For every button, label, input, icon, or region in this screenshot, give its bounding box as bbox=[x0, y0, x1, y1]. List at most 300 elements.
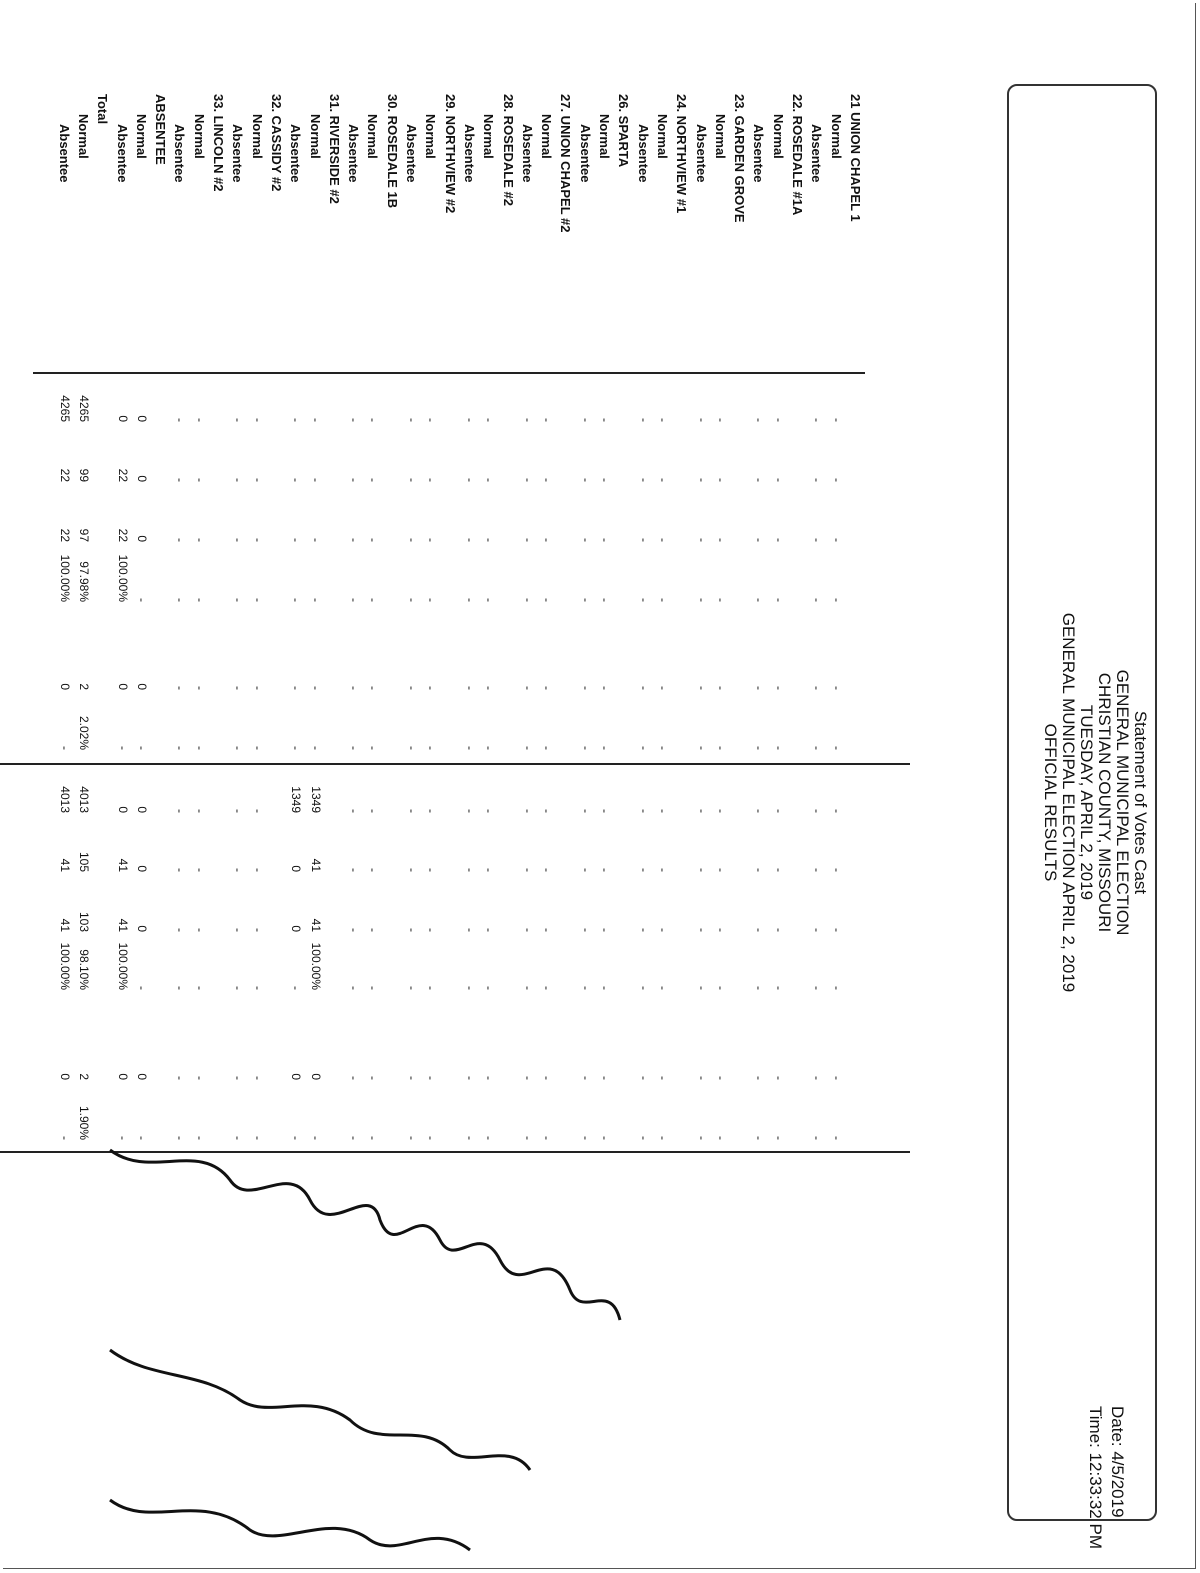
row-label: Absentee bbox=[751, 124, 767, 183]
table-cell: - bbox=[752, 418, 767, 422]
table-cell: - bbox=[308, 478, 323, 482]
table-cell: - bbox=[482, 478, 497, 482]
table-cell: 0 bbox=[134, 806, 149, 813]
table-cell: - bbox=[810, 986, 825, 990]
table-cell: 0 bbox=[115, 1073, 130, 1080]
table-cell: - bbox=[173, 1076, 188, 1080]
table-cell: - bbox=[250, 1076, 265, 1080]
table-cell: - bbox=[598, 478, 613, 482]
table-cell: - bbox=[482, 686, 497, 690]
table-cell: - bbox=[578, 809, 593, 813]
table-cell: - bbox=[250, 928, 265, 932]
row-label: Normal bbox=[307, 114, 323, 159]
table-cell: - bbox=[366, 686, 381, 690]
table-cell: - bbox=[694, 478, 709, 482]
table-cell: - bbox=[520, 986, 535, 990]
table-cell: 2.02% bbox=[77, 715, 91, 750]
table-cell: - bbox=[656, 868, 670, 872]
row-label: Normal bbox=[539, 114, 555, 159]
row-label: Absentee bbox=[635, 124, 651, 183]
table-cell: - bbox=[482, 986, 497, 990]
table-cell: - bbox=[463, 478, 477, 482]
table-cell: - bbox=[752, 986, 767, 990]
table-cell: - bbox=[656, 686, 670, 690]
table-cell: - bbox=[810, 686, 825, 690]
table-cell: - bbox=[347, 986, 362, 990]
table-cell: - bbox=[598, 986, 613, 990]
table-cell: - bbox=[192, 598, 207, 602]
table-cell: - bbox=[250, 746, 265, 750]
table-cell: - bbox=[771, 598, 786, 602]
table-cell: - bbox=[424, 928, 439, 932]
table-cell: - bbox=[752, 1076, 767, 1080]
table-cell: - bbox=[578, 478, 593, 482]
table-cell: - bbox=[463, 538, 477, 542]
table-cell: - bbox=[463, 746, 477, 750]
table-cell: - bbox=[463, 1076, 477, 1080]
table-cell: - bbox=[192, 928, 207, 932]
table-cell: - bbox=[752, 478, 767, 482]
table-cell: - bbox=[694, 1136, 709, 1140]
table-cell: 0 bbox=[115, 415, 130, 422]
table-cell: - bbox=[347, 1076, 362, 1080]
table-cell: - bbox=[713, 686, 728, 690]
table-cell: - bbox=[771, 686, 786, 690]
table-cell: - bbox=[289, 418, 304, 422]
table-cell: 1.90% bbox=[77, 1105, 91, 1140]
table-cell: - bbox=[520, 478, 535, 482]
table-cell: - bbox=[771, 746, 786, 750]
table-cell: - bbox=[134, 1136, 149, 1140]
table-cell: 99 bbox=[77, 468, 91, 482]
table-cell: - bbox=[713, 1136, 728, 1140]
table-cell: - bbox=[482, 418, 497, 422]
table-cell: - bbox=[829, 538, 844, 542]
table-cell: - bbox=[636, 686, 651, 690]
table-cell: 2 bbox=[77, 683, 91, 690]
label-divider bbox=[33, 372, 865, 374]
table-cell: - bbox=[289, 746, 304, 750]
table-cell: - bbox=[347, 418, 362, 422]
table-cell: 41 bbox=[308, 858, 323, 872]
table-cell: - bbox=[771, 809, 786, 813]
table-cell: - bbox=[771, 1076, 786, 1080]
table-cell: - bbox=[366, 746, 381, 750]
table-cell: - bbox=[578, 928, 593, 932]
table-cell: - bbox=[540, 598, 555, 602]
table-cell: - bbox=[520, 538, 535, 542]
table-cell: - bbox=[405, 598, 420, 602]
table-cell: - bbox=[289, 538, 304, 542]
table-cell: 41 bbox=[57, 918, 72, 932]
table-cell: - bbox=[713, 868, 728, 872]
table-cell: 100.00% bbox=[115, 942, 130, 990]
table-cell: - bbox=[231, 478, 246, 482]
table-cell: - bbox=[482, 928, 497, 932]
table-cell: - bbox=[810, 538, 825, 542]
table-cell: 100.00% bbox=[57, 554, 72, 602]
table-cell: - bbox=[829, 928, 844, 932]
table-cell: - bbox=[463, 598, 477, 602]
header-date-line: TUESDAY, APRIL 2, 2019 bbox=[1077, 704, 1096, 901]
table-cell: - bbox=[192, 868, 207, 872]
table-cell: - bbox=[694, 598, 709, 602]
table-cell: - bbox=[173, 686, 188, 690]
table-cell: - bbox=[482, 1136, 497, 1140]
table-cell: - bbox=[192, 538, 207, 542]
table-cell: - bbox=[366, 418, 381, 422]
table-cell: - bbox=[308, 418, 323, 422]
table-cell: - bbox=[482, 1076, 497, 1080]
precinct-heading: 22. ROSEDALE #1A bbox=[790, 94, 806, 216]
row-label: Absentee bbox=[288, 124, 304, 183]
table-cell: - bbox=[540, 1076, 555, 1080]
table-cell: - bbox=[347, 1136, 362, 1140]
table-cell: - bbox=[656, 538, 670, 542]
table-cell: - bbox=[829, 686, 844, 690]
table-cell: - bbox=[829, 868, 844, 872]
table-cell: - bbox=[424, 418, 439, 422]
table-cell: - bbox=[308, 598, 323, 602]
table-cell: - bbox=[829, 746, 844, 750]
header-county: CHRISTIAN COUNTY, MISSOURI bbox=[1095, 672, 1114, 933]
table-cell: - bbox=[578, 868, 593, 872]
table-cell: 22 bbox=[115, 528, 130, 542]
table-cell: - bbox=[578, 986, 593, 990]
table-cell: - bbox=[810, 1076, 825, 1080]
precinct-heading: 31. RIVERSIDE #2 bbox=[326, 94, 342, 204]
report-header-box bbox=[1007, 84, 1157, 1549]
row-label: Absentee bbox=[462, 124, 477, 183]
row-label: Normal bbox=[828, 114, 844, 159]
table-cell: - bbox=[308, 1136, 323, 1140]
precinct-heading: ABSENTEE bbox=[153, 94, 169, 165]
table-cell: - bbox=[578, 686, 593, 690]
table-cell: - bbox=[347, 928, 362, 932]
table-cell: - bbox=[771, 538, 786, 542]
table-cell: - bbox=[598, 538, 613, 542]
table-cell: - bbox=[771, 478, 786, 482]
table-cell: 41 bbox=[308, 918, 323, 932]
table-cell: - bbox=[115, 1136, 130, 1140]
table-cell: 22 bbox=[57, 468, 72, 482]
table-cell: - bbox=[192, 478, 207, 482]
table-cell: 0 bbox=[289, 925, 304, 932]
table-cell: - bbox=[308, 686, 323, 690]
table-cell: - bbox=[366, 928, 381, 932]
precinct-heading: 23. GARDEN GROVE bbox=[732, 94, 748, 223]
row-label: Normal bbox=[770, 114, 786, 159]
table-cell: 100.00% bbox=[308, 942, 323, 990]
row-label: Normal bbox=[191, 114, 207, 159]
table-cell: 22 bbox=[57, 528, 72, 542]
table-cell: - bbox=[192, 986, 207, 990]
table-cell: - bbox=[656, 928, 670, 932]
table-cell: - bbox=[482, 809, 497, 813]
table-cell: - bbox=[713, 809, 728, 813]
table-cell: - bbox=[57, 1136, 72, 1140]
table-cell: - bbox=[771, 868, 786, 872]
table-cell: - bbox=[829, 986, 844, 990]
table-cell: - bbox=[829, 598, 844, 602]
table-cell: - bbox=[540, 986, 555, 990]
table-cell: 2 bbox=[77, 1073, 91, 1080]
row-label: Absentee bbox=[519, 124, 535, 183]
row-label: Absentee bbox=[577, 124, 593, 183]
table-cell: - bbox=[578, 418, 593, 422]
table-cell: 4013 bbox=[57, 786, 72, 813]
table-cell: - bbox=[424, 538, 439, 542]
table-cell: - bbox=[771, 418, 786, 422]
table-cell: - bbox=[713, 986, 728, 990]
table-cell: - bbox=[694, 986, 709, 990]
table-cell: - bbox=[694, 746, 709, 750]
table-cell: - bbox=[656, 1136, 670, 1140]
table-cell: - bbox=[115, 746, 130, 750]
table-cell: - bbox=[366, 868, 381, 872]
table-cell: - bbox=[829, 809, 844, 813]
table-cell: - bbox=[424, 868, 439, 872]
table-cell: 0 bbox=[57, 683, 72, 690]
row-label: Absentee bbox=[230, 124, 246, 183]
table-cell: - bbox=[347, 538, 362, 542]
table-cell: - bbox=[520, 418, 535, 422]
table-cell: - bbox=[540, 538, 555, 542]
table-cell: - bbox=[250, 478, 265, 482]
row-label: Normal bbox=[481, 114, 497, 159]
table-cell: - bbox=[289, 478, 304, 482]
header-election: GENERAL MUNICIPAL ELECTION bbox=[1113, 669, 1132, 936]
table-cell: - bbox=[289, 686, 304, 690]
table-cell: - bbox=[694, 809, 709, 813]
signature-2 bbox=[110, 1350, 530, 1470]
table-cell: - bbox=[405, 928, 420, 932]
table-cell: - bbox=[250, 986, 265, 990]
signatures bbox=[90, 1120, 850, 1560]
table-cell: 0 bbox=[308, 1073, 323, 1080]
table-cell: - bbox=[347, 809, 362, 813]
table-cell: - bbox=[656, 598, 670, 602]
table-cell: - bbox=[482, 538, 497, 542]
table-cell: - bbox=[540, 418, 555, 422]
table-cell: - bbox=[771, 928, 786, 932]
precinct-heading: 26. SPARTA bbox=[616, 94, 632, 168]
table-cell: - bbox=[405, 986, 420, 990]
table-cell: - bbox=[694, 686, 709, 690]
table-cell: - bbox=[520, 598, 535, 602]
table-cell: - bbox=[289, 986, 304, 990]
table-cell: - bbox=[829, 1136, 844, 1140]
precinct-heading: 27. UNION CHAPEL #2 bbox=[558, 94, 574, 233]
table-cell: - bbox=[694, 418, 709, 422]
table-cell: - bbox=[424, 809, 439, 813]
table-cell: - bbox=[250, 598, 265, 602]
table-cell: - bbox=[829, 478, 844, 482]
table-cell: - bbox=[347, 478, 362, 482]
table-cell: - bbox=[540, 686, 555, 690]
table-cell: - bbox=[810, 1136, 825, 1140]
table-cell: - bbox=[192, 809, 207, 813]
table-cell: - bbox=[192, 418, 207, 422]
table-cell: - bbox=[231, 418, 246, 422]
table-cell: - bbox=[192, 686, 207, 690]
table-cell: - bbox=[134, 986, 149, 990]
table-cell: - bbox=[656, 478, 670, 482]
row-label: Absentee bbox=[56, 124, 72, 183]
table-cell: - bbox=[463, 686, 477, 690]
table-cell: - bbox=[463, 986, 477, 990]
signature-3 bbox=[110, 1500, 470, 1550]
table-cell: - bbox=[829, 418, 844, 422]
table-cell: - bbox=[231, 809, 246, 813]
table-cell: 0 bbox=[134, 925, 149, 932]
table-cell: 0 bbox=[289, 865, 304, 872]
table-cell: - bbox=[192, 1136, 207, 1140]
row-label: Absentee bbox=[114, 124, 130, 183]
table-cell: - bbox=[636, 538, 651, 542]
table-cell: - bbox=[598, 1136, 613, 1140]
table-cell: - bbox=[752, 686, 767, 690]
table-cell: - bbox=[173, 418, 188, 422]
table-cell: - bbox=[366, 1076, 381, 1080]
table-cell: 1349 bbox=[308, 786, 323, 813]
row-label: Normal bbox=[655, 114, 670, 159]
table-cell: 0 bbox=[134, 475, 149, 482]
table-cell: - bbox=[405, 538, 420, 542]
table-cell: 0 bbox=[115, 806, 130, 813]
table-cell: - bbox=[598, 1076, 613, 1080]
table-cell: - bbox=[308, 746, 323, 750]
table-cell: - bbox=[713, 928, 728, 932]
table-cell: - bbox=[250, 868, 265, 872]
row-label: Normal bbox=[133, 114, 149, 159]
table-cell: - bbox=[463, 1136, 477, 1140]
table-cell: - bbox=[250, 686, 265, 690]
table-cell: 0 bbox=[57, 1073, 72, 1080]
table-cell: - bbox=[578, 746, 593, 750]
row-label: Normal bbox=[249, 114, 265, 159]
table-cell: - bbox=[231, 986, 246, 990]
row-label: Normal bbox=[712, 114, 728, 159]
precinct-heading: 21 UNION CHAPEL 1 bbox=[848, 94, 863, 222]
table-cell: 1349 bbox=[289, 786, 304, 813]
table-cell: 97 bbox=[77, 528, 91, 542]
row-label: Absentee bbox=[346, 124, 362, 183]
table-cell: - bbox=[405, 686, 420, 690]
table-cell: 105 bbox=[77, 851, 91, 872]
table-cell: - bbox=[289, 598, 304, 602]
table-cell: - bbox=[366, 1136, 381, 1140]
table-cell: - bbox=[173, 868, 188, 872]
table-cell: - bbox=[366, 478, 381, 482]
table-cell: - bbox=[173, 809, 188, 813]
table-cell: - bbox=[463, 868, 477, 872]
table-cell: - bbox=[231, 686, 246, 690]
table-cell: 41 bbox=[115, 858, 130, 872]
precinct-heading: Total bbox=[95, 94, 111, 125]
row-label: Absentee bbox=[693, 124, 709, 183]
table-cell: - bbox=[636, 478, 651, 482]
table-cell: - bbox=[482, 868, 497, 872]
table-cell: - bbox=[694, 538, 709, 542]
table-cell: - bbox=[598, 418, 613, 422]
table-cell: - bbox=[173, 598, 188, 602]
table-cell: - bbox=[250, 418, 265, 422]
row-label: Normal bbox=[365, 114, 381, 159]
table-cell: - bbox=[636, 598, 651, 602]
table-cell: - bbox=[250, 1136, 265, 1140]
table-cell: - bbox=[231, 868, 246, 872]
table-cell: - bbox=[366, 986, 381, 990]
table-cell: 0 bbox=[134, 683, 149, 690]
precinct-heading: 33. LINCOLN #2 bbox=[211, 94, 227, 192]
table-cell: - bbox=[192, 1076, 207, 1080]
table-cell: - bbox=[636, 809, 651, 813]
table-cell: - bbox=[366, 598, 381, 602]
table-cell: - bbox=[540, 746, 555, 750]
table-cell: - bbox=[347, 746, 362, 750]
table-cell: - bbox=[810, 809, 825, 813]
table-cell: - bbox=[482, 598, 497, 602]
table-cell: - bbox=[540, 928, 555, 932]
table-cell: 4265 bbox=[57, 395, 72, 422]
table-cell: - bbox=[424, 986, 439, 990]
table-cell: - bbox=[810, 478, 825, 482]
table-cell: - bbox=[366, 809, 381, 813]
table-cell: - bbox=[463, 809, 477, 813]
table-cell: 41 bbox=[115, 918, 130, 932]
table-cell: - bbox=[656, 809, 670, 813]
table-cell: - bbox=[250, 809, 265, 813]
table-cell: - bbox=[424, 598, 439, 602]
table-cell: - bbox=[366, 538, 381, 542]
table-cell: - bbox=[636, 868, 651, 872]
table-cell: - bbox=[636, 746, 651, 750]
table-cell: - bbox=[540, 809, 555, 813]
table-cell: - bbox=[752, 928, 767, 932]
table-cell: 0 bbox=[134, 1073, 149, 1080]
table-cell: 103 bbox=[77, 911, 91, 932]
table-cell: - bbox=[829, 1076, 844, 1080]
table-cell: - bbox=[810, 928, 825, 932]
table-cell: - bbox=[598, 598, 613, 602]
table-cell: - bbox=[424, 478, 439, 482]
table-cell: - bbox=[520, 868, 535, 872]
table-cell: - bbox=[520, 928, 535, 932]
table-cell: - bbox=[173, 928, 188, 932]
table-cell: - bbox=[405, 868, 420, 872]
header-title: Statement of Votes Cast bbox=[1131, 710, 1150, 895]
table-cell: - bbox=[694, 1076, 709, 1080]
table-cell: - bbox=[231, 598, 246, 602]
table-cell: - bbox=[656, 1076, 670, 1080]
table-cell: - bbox=[540, 1136, 555, 1140]
precinct-heading: 32. CASSIDY #2 bbox=[269, 94, 284, 192]
table-cell: - bbox=[598, 868, 613, 872]
precinct-heading: 29. NORTHVIEW #2 bbox=[442, 94, 458, 214]
table-cell: 97.98% bbox=[77, 561, 91, 602]
table-cell: - bbox=[231, 1136, 246, 1140]
table-cell: - bbox=[636, 1136, 651, 1140]
row-label: Absentee bbox=[809, 124, 825, 183]
table-cell: 22 bbox=[115, 468, 130, 482]
table-cell: 4265 bbox=[77, 395, 91, 422]
table-cell: 100.00% bbox=[57, 942, 72, 990]
table-cell: - bbox=[752, 746, 767, 750]
table-cell: - bbox=[656, 418, 670, 422]
table-cell: - bbox=[424, 686, 439, 690]
table-cell: - bbox=[405, 418, 420, 422]
